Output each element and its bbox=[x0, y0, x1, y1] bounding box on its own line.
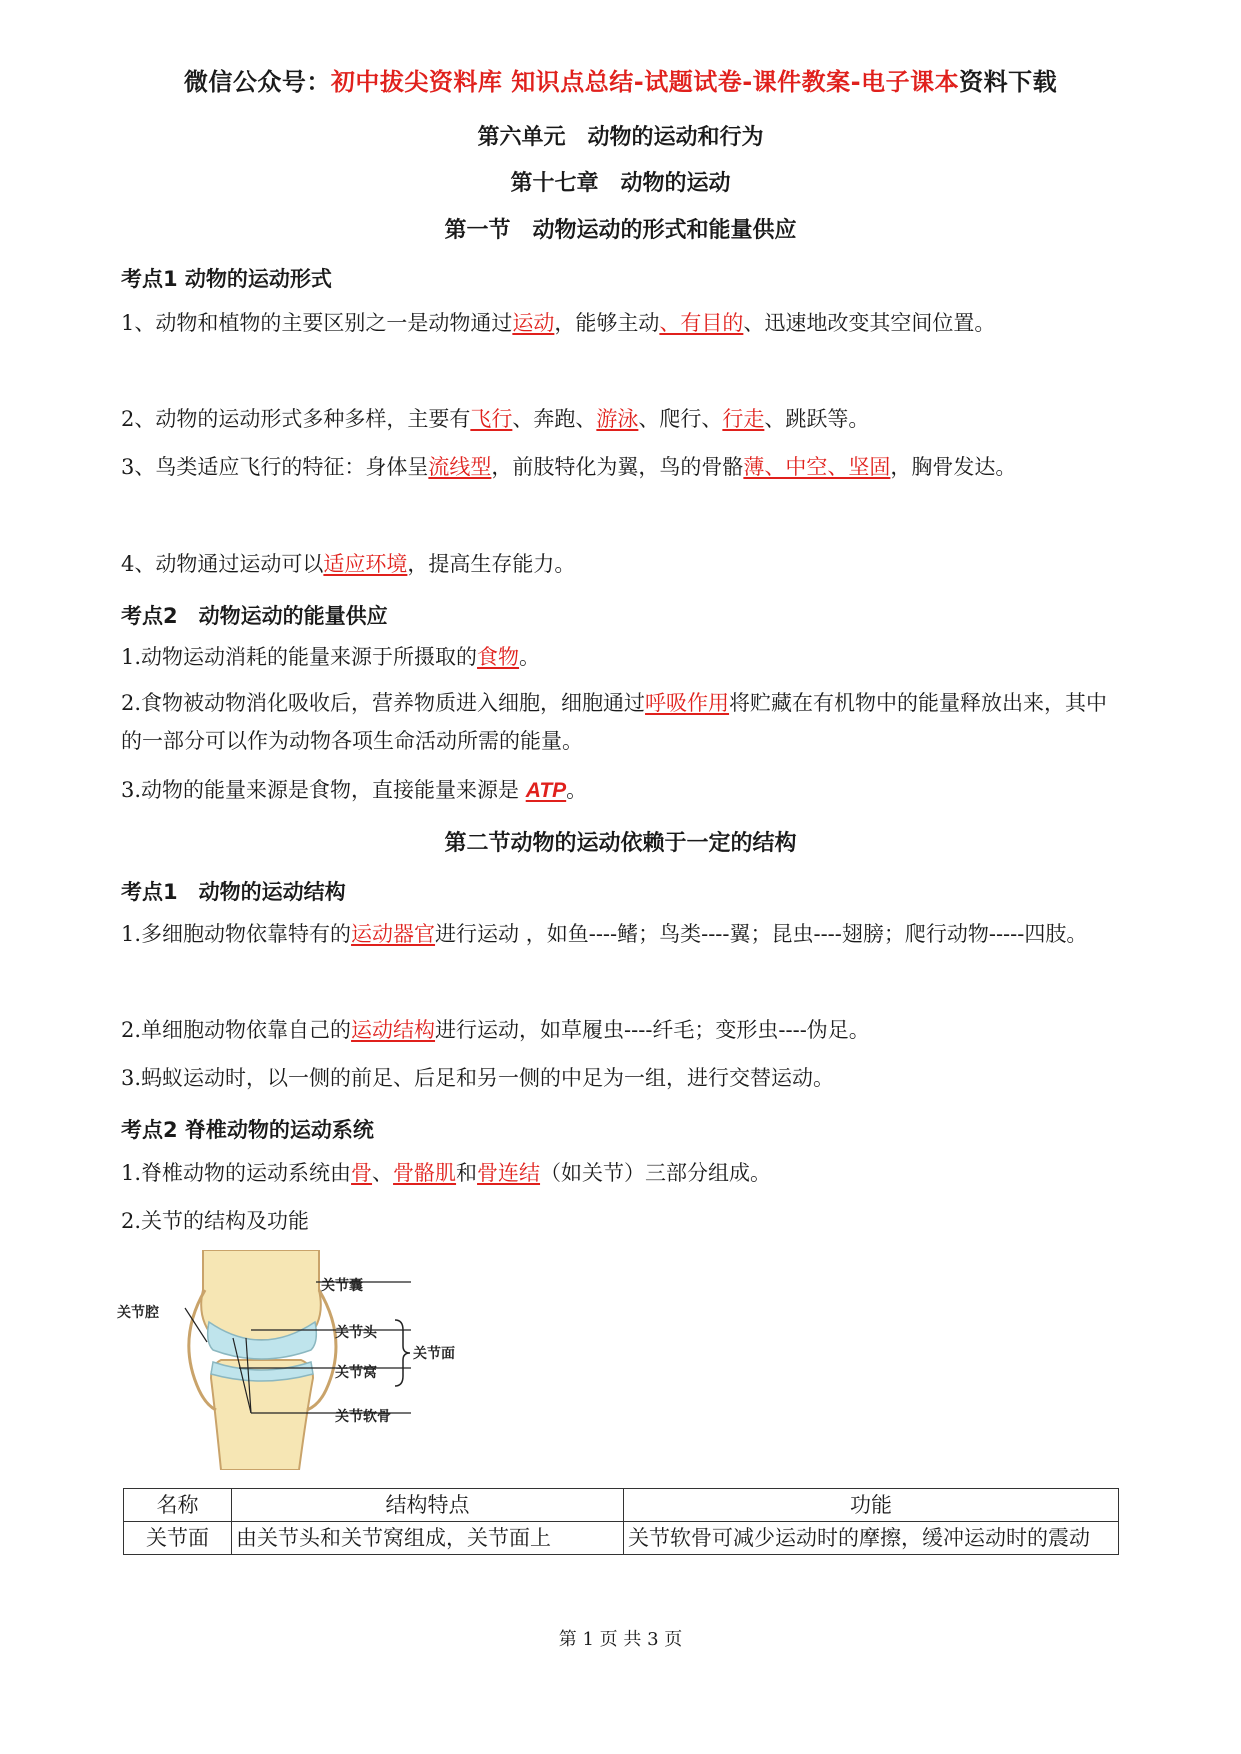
paragraph bbox=[121, 634, 1121, 680]
section-title: 第一节 动物运动的形式和能量供应 bbox=[444, 218, 797, 243]
table-cell: 关节软骨可减少运动时的摩擦，缓冲运动时的震动 bbox=[624, 1522, 1119, 1555]
text: 1.动物运动消耗的能量来源于所摄取的 bbox=[121, 645, 478, 669]
table-row bbox=[124, 1522, 1119, 1555]
answer-blank: 飞行 bbox=[470, 407, 513, 431]
page-footer: 第 1 页 共 3 页 bbox=[558, 1629, 683, 1650]
text: 2.食物被动物消化吸收后，营养物质进入细胞，细胞通过 bbox=[121, 691, 646, 715]
label-cavity: 关节腔 bbox=[117, 1305, 159, 1321]
paragraph bbox=[121, 911, 1121, 957]
paragraph: 2.关节的结构及功能 bbox=[121, 1209, 310, 1233]
text: 、奔跑、 bbox=[512, 407, 597, 431]
table-header: 功能 bbox=[624, 1489, 1119, 1522]
answer-blank: 食物 bbox=[477, 645, 520, 669]
text: ，提高生存能力。 bbox=[407, 552, 576, 576]
text: 和 bbox=[456, 1161, 478, 1185]
kd-heading: 考点2 动物运动的能量供应 bbox=[121, 604, 388, 628]
text: 、爬行、 bbox=[638, 407, 723, 431]
paragraph bbox=[121, 300, 1121, 346]
text: 进行运动，如草履虫----纤毛；变形虫----伪足。 bbox=[435, 1018, 870, 1042]
paragraph bbox=[121, 396, 1121, 442]
kd-heading: 考点2 脊椎动物的运动系统 bbox=[121, 1118, 374, 1142]
paragraph bbox=[121, 767, 1121, 814]
text: 进行运动 ，如鱼----鳍；鸟类----翼；昆虫----翅膀；爬行动物-----四肢。 bbox=[435, 922, 1088, 946]
banner-suffix: 资料下载 bbox=[959, 68, 1058, 96]
label-capsule: 关节囊 bbox=[321, 1278, 363, 1294]
text: 1、动物和植物的主要区别之一是动物通过 bbox=[121, 311, 513, 335]
text: 3.动物的能量来源是食物，直接能量来源是 bbox=[121, 778, 526, 802]
paragraph bbox=[121, 684, 1121, 760]
answer-blank: 骨 bbox=[351, 1161, 373, 1185]
kd-heading: 考点1 动物的运动形式 bbox=[121, 267, 332, 291]
table-cell: 关节面 bbox=[124, 1522, 232, 1555]
answer-blank: 、有目的 bbox=[659, 311, 744, 335]
answer-blank: 薄、中空、坚固 bbox=[743, 455, 891, 479]
text: 2、动物的运动形式多种多样，主要有 bbox=[121, 407, 471, 431]
text: 。 bbox=[566, 778, 588, 802]
table-header: 名称 bbox=[124, 1489, 232, 1522]
brace-icon bbox=[393, 1318, 413, 1388]
joint-diagram bbox=[117, 1250, 461, 1470]
text: 将贮藏在有机物中的能量释放出来，其中的一部分可以作为动物各项生命活动所需的能量。 bbox=[121, 691, 1108, 753]
unit-title: 第六单元 动物的运动和行为 bbox=[477, 125, 764, 150]
text: 、 bbox=[372, 1161, 394, 1185]
label-socket: 关节窝 bbox=[335, 1365, 377, 1381]
upper-bone bbox=[201, 1250, 321, 1340]
joint-table bbox=[123, 1488, 1119, 1555]
text: ，前肢特化为翼，鸟的骨骼 bbox=[491, 455, 744, 479]
label-cartilage: 关节软骨 bbox=[335, 1409, 391, 1425]
answer-blank: 适应环境 bbox=[323, 552, 408, 576]
text: 1.脊椎动物的运动系统由 bbox=[121, 1161, 352, 1185]
answer-blank: 骨骼肌 bbox=[393, 1161, 457, 1185]
paragraph: 3.蚂蚁运动时，以一侧的前足、后足和另一侧的中足为一组，进行交替运动。 bbox=[121, 1066, 835, 1090]
answer-blank: 运动结构 bbox=[351, 1018, 436, 1042]
chapter-title: 第十七章 动物的运动 bbox=[510, 171, 731, 196]
text: （如关节）三部分组成。 bbox=[540, 1161, 772, 1185]
text: 2.单细胞动物依靠自己的 bbox=[121, 1018, 352, 1042]
answer-blank: 运动器官 bbox=[351, 922, 436, 946]
answer-blank: 呼吸作用 bbox=[645, 691, 730, 715]
answer-blank: 行走 bbox=[722, 407, 765, 431]
text: ，能够主动 bbox=[554, 311, 660, 335]
text: 4、动物通过运动可以 bbox=[121, 552, 324, 576]
paragraph bbox=[121, 444, 1121, 490]
text: 3、鸟类适应飞行的特征：身体呈 bbox=[121, 455, 429, 479]
paragraph bbox=[121, 541, 1121, 587]
text: ，胸骨发达。 bbox=[890, 455, 1017, 479]
label-head: 关节头 bbox=[335, 1325, 377, 1341]
paragraph bbox=[121, 1007, 1121, 1053]
text: 、迅速地改变其空间位置。 bbox=[743, 311, 996, 335]
answer-blank: 骨连结 bbox=[477, 1161, 541, 1185]
table-header: 结构特点 bbox=[232, 1489, 624, 1522]
section-title: 第二节动物的运动依赖于一定的结构 bbox=[444, 831, 797, 856]
banner-highlight: 初中拔尖资料库 知识点总结-试题试卷-课件教案-电子课本 bbox=[330, 68, 960, 96]
text: 。 bbox=[519, 645, 541, 669]
answer-blank: 流线型 bbox=[428, 455, 492, 479]
table-cell: 由关节头和关节窝组成，关节面上 bbox=[232, 1522, 624, 1555]
header-banner bbox=[0, 62, 1241, 97]
answer-blank: 运动 bbox=[512, 311, 555, 335]
label-surface: 关节面 bbox=[413, 1346, 455, 1362]
answer-blank: 游泳 bbox=[596, 407, 639, 431]
text: 、跳跃等。 bbox=[764, 407, 870, 431]
answer-blank: ATP bbox=[525, 779, 567, 802]
paragraph bbox=[121, 1150, 1121, 1196]
banner-prefix: 微信公众号： bbox=[183, 68, 331, 96]
text: 1.多细胞动物依靠特有的 bbox=[121, 922, 352, 946]
kd-heading: 考点1 动物的运动结构 bbox=[121, 880, 346, 904]
table-header-row bbox=[124, 1489, 1119, 1522]
